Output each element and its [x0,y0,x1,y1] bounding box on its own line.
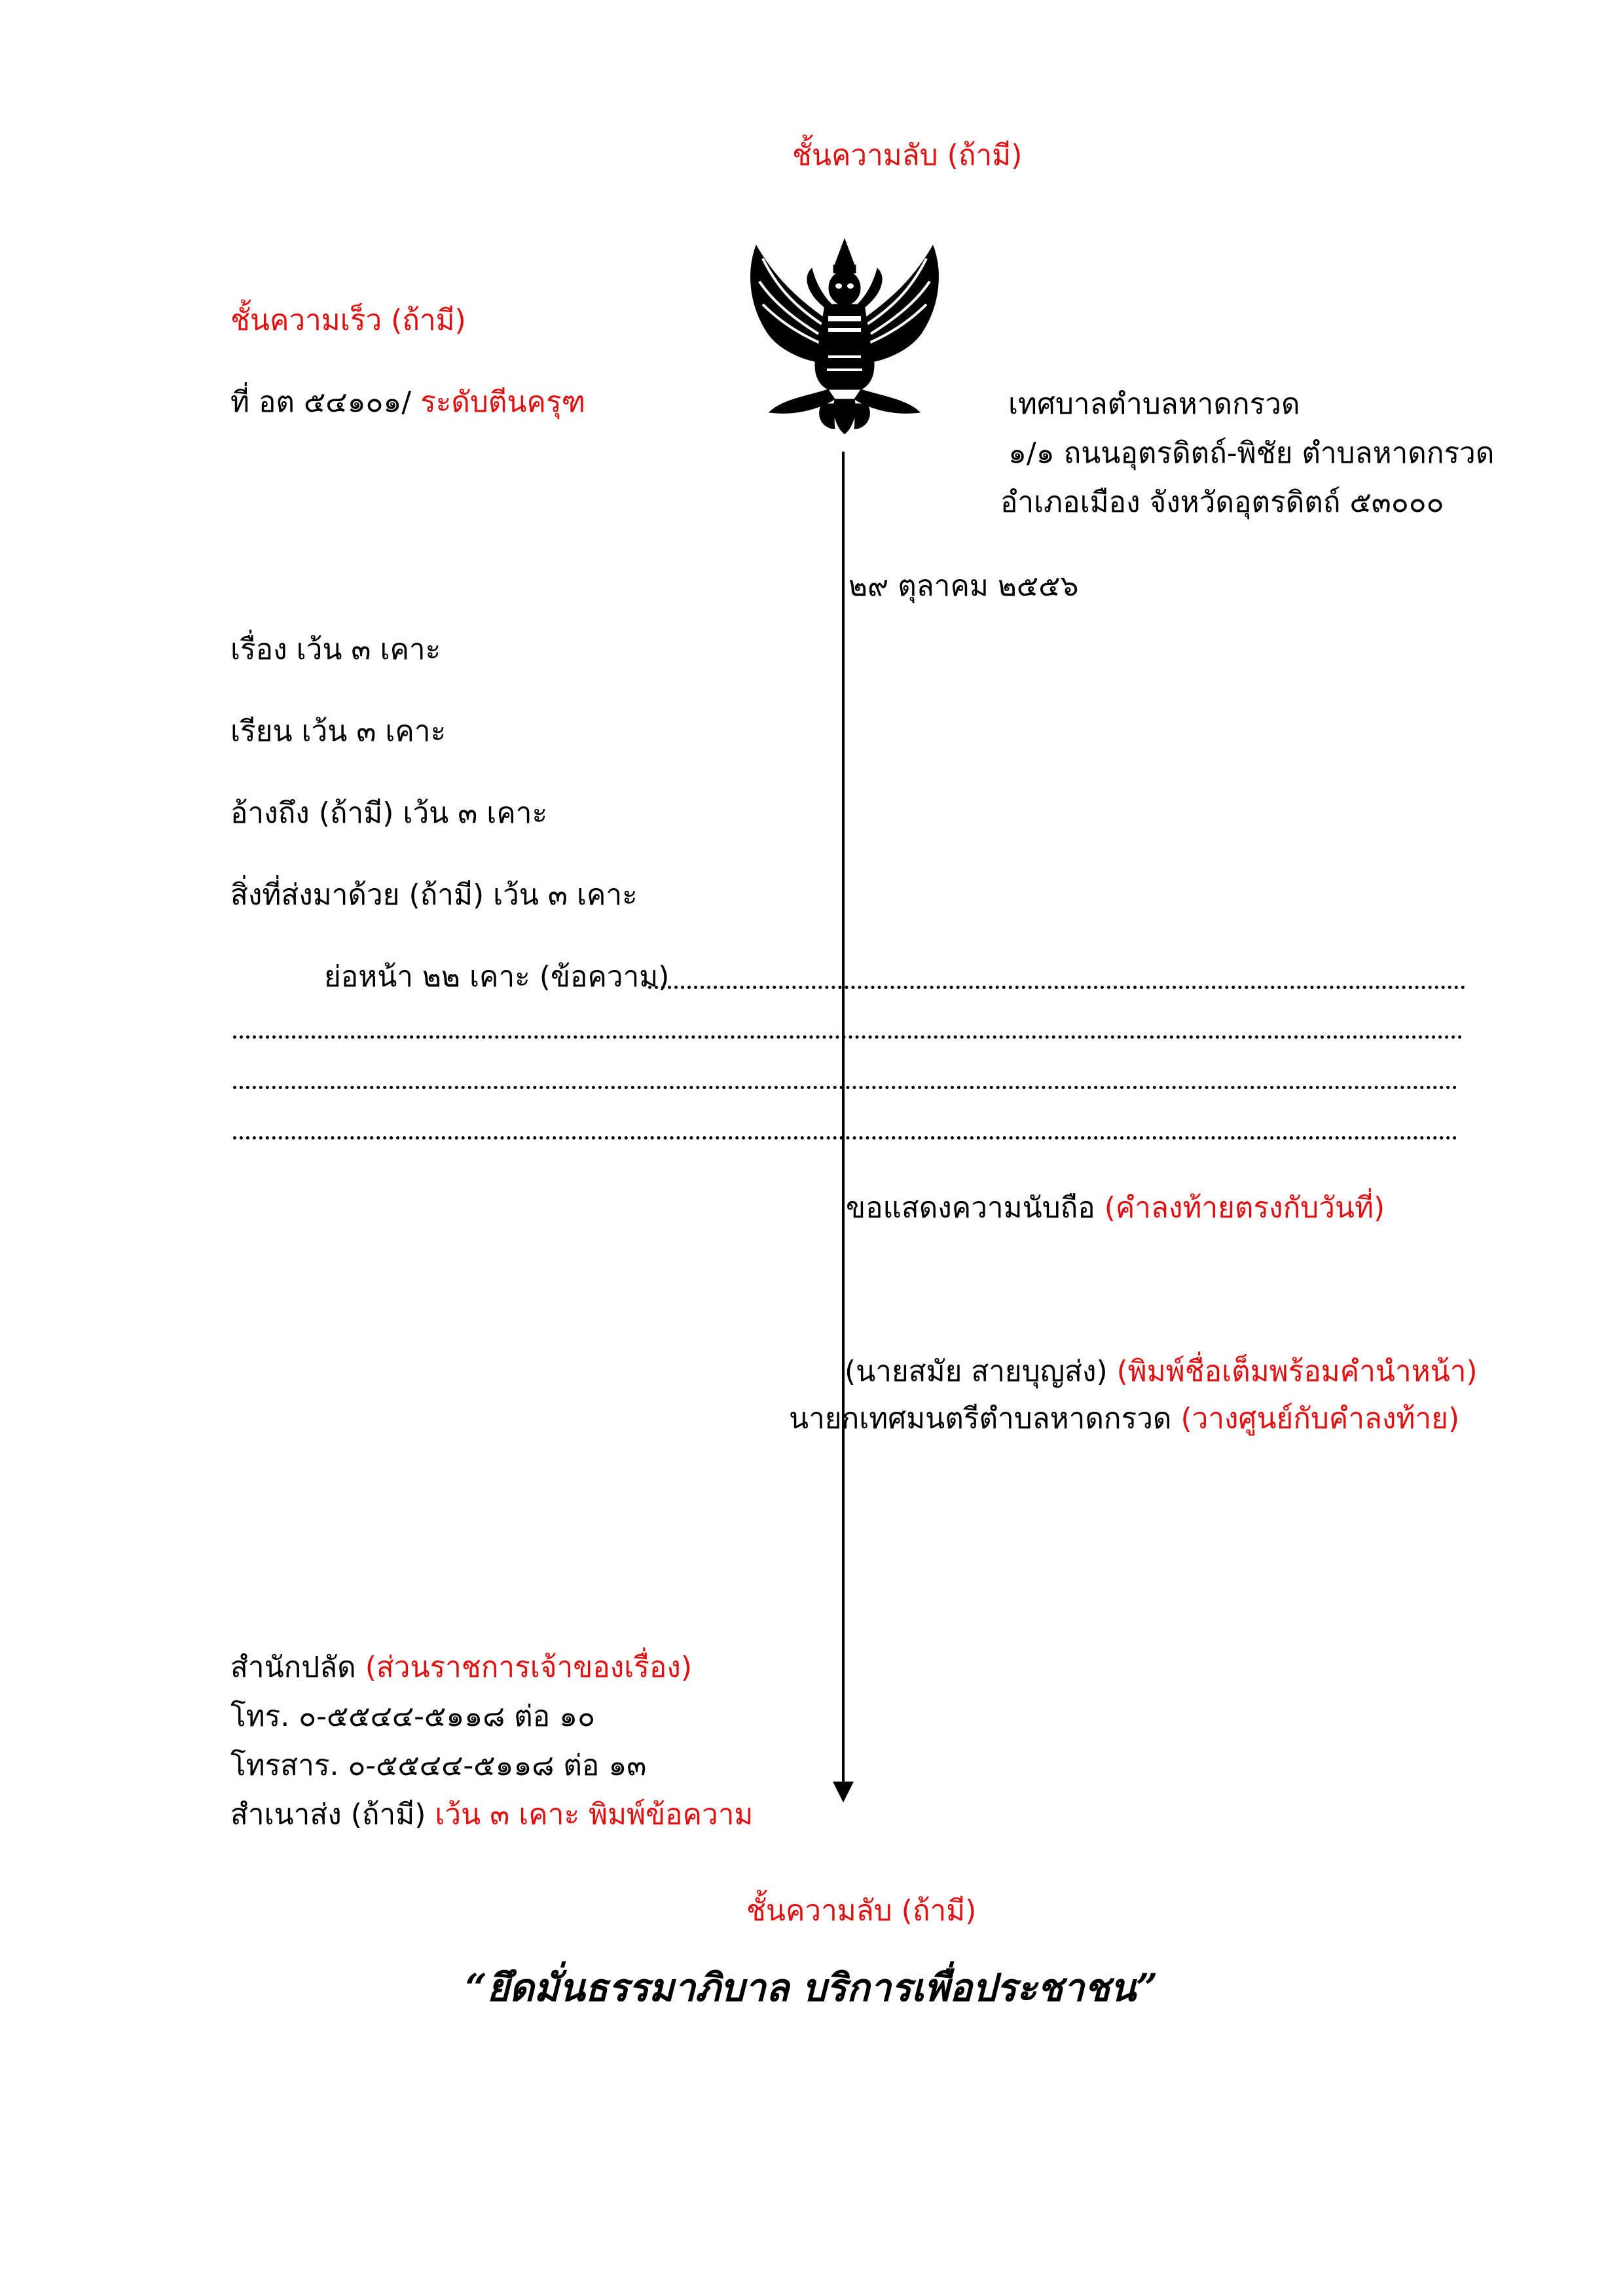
enclosure-line: สิ่งที่ส่งมาด้วย (ถ้ามี) เว้น ๓ เคาะ [230,878,638,912]
arrow-down-icon [833,1782,854,1803]
subject-line: เรื่อง เว้น ๓ เคาะ [230,633,441,666]
telephone-line: โทร. ๐-๕๕๔๔-๕๑๑๘ ต่อ ๑๐ [230,1700,595,1733]
letter-date: ๒๙ ตุลาคม ๒๕๕๖ [848,569,1079,603]
garuda-emblem-icon [737,232,953,435]
reference-number [230,384,585,421]
classification-bottom: ชั้นความลับ (ถ้ามี) [746,1894,977,1928]
body-dotted-line [648,983,1465,989]
closing-text: ขอแสดงความนับถือ [846,1191,1095,1225]
copy-to-note: เว้น ๓ เคาะ พิมพ์ข้อความ [426,1798,754,1831]
copy-to-line [230,1797,753,1833]
signer-position-note: (วางศูนย์กับคำลงท้าย) [1171,1402,1460,1435]
body-first-line: ย่อหน้า ๒๒ เคาะ (ข้อความ) [324,960,670,994]
office-note: (ส่วนราชการเจ้าของเรื่อง) [356,1651,692,1684]
sender-line-3: อำเภอเมือง จังหวัดอุตรดิตถ์ ๕๓๐๐๐ [1000,486,1444,519]
closing-note: (คำลงท้ายตรงกับวันที่) [1095,1191,1385,1225]
body-dotted-line [233,1134,1457,1139]
fax-line: โทรสาร. ๐-๕๕๔๔-๕๑๑๘ ต่อ ๑๓ [230,1749,647,1782]
copy-to-text: สำเนาส่ง (ถ้ามี) [230,1798,426,1831]
sender-line-1: เทศบาลตำบลหาดกรวด [1008,387,1300,421]
signer-name: (นายสมัย สายบุญส่ง) [845,1355,1108,1388]
reference-number-text: ที่ อต ๕๔๑๐๑/ [230,386,412,419]
sender-line-2: ๑/๑ ถนนอุตรดิตถ์-พิชัย ตำบลหาดกรวด [1008,437,1495,470]
office-text: สำนักปลัด [230,1651,356,1684]
closing-line [846,1190,1385,1227]
reference-line: อ้างถึง (ถ้ามี) เว้น ๓ เคาะ [230,797,548,830]
alignment-guide-line [842,452,845,1784]
signer-position-line [789,1401,1459,1437]
urgency-label: ชั้นความเร็ว (ถ้ามี) [230,304,466,337]
reference-number-note: ระดับตีนครุฑ [411,386,586,419]
office-line [230,1649,692,1686]
slogan: “ยึดมั่นธรรมาภิบาล บริการเพื่อประชาชน” [465,1965,1158,2010]
salutation-line: เรียน เว้น ๓ เคาะ [230,715,447,748]
signer-position: นายกเทศมนตรีตำบลหาดกรวด [789,1402,1172,1435]
body-dotted-line [233,1083,1457,1089]
signer-name-note: (พิมพ์ชื่อเต็มพร้อมคำนำหน้า) [1107,1355,1478,1388]
body-dotted-line [233,1033,1463,1039]
signer-name-line [845,1354,1478,1390]
classification-top: ชั้นความลับ (ถ้ามี) [792,139,1023,172]
